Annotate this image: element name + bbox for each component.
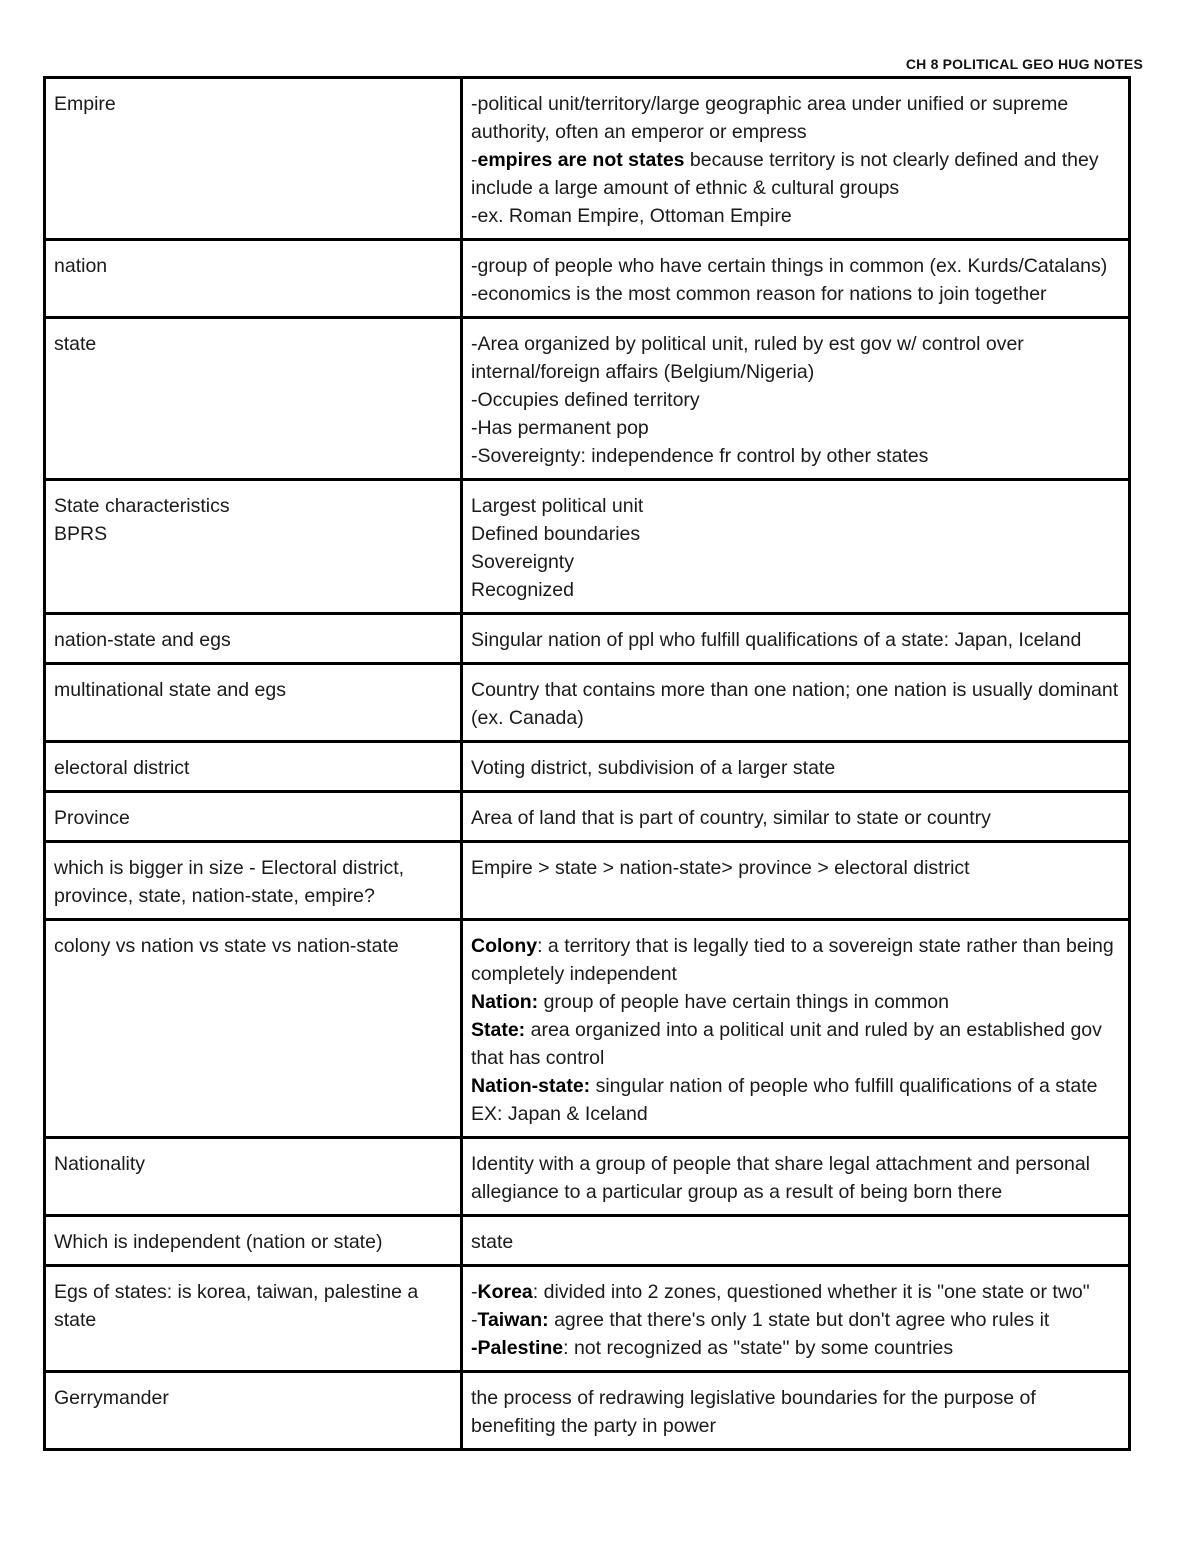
definition-line: Nation: group of people have certain things in common: [471, 991, 949, 1013]
definition-cell: [462, 1138, 1130, 1216]
table-row: [45, 318, 1130, 480]
term-cell: [45, 318, 462, 480]
definition-line: Singular nation of ppl who fulfill qualifications of a state: Japan, Iceland: [471, 629, 1082, 651]
term-text: state: [54, 333, 97, 355]
table-row: [45, 240, 1130, 318]
term-cell: [45, 742, 462, 792]
definition-cell: [462, 1216, 1130, 1266]
term-text: Egs of states: is korea, taiwan, palestine a state: [54, 1281, 419, 1331]
definition-line: Largest political unit: [471, 495, 644, 517]
table-row: [45, 792, 1130, 842]
definition-cell: [462, 78, 1130, 240]
definition-line: Identity with a group of people that share legal attachment and personal allegiance to a particular group as a result of being born there: [471, 1153, 1090, 1203]
term-cell: [45, 480, 462, 614]
term-text: nation-state and egs: [54, 629, 231, 651]
term-text: Nationality: [54, 1153, 146, 1175]
definition-line: Nation-state: singular nation of people who fulfill qualifications of a state EX: Japan & Iceland: [471, 1075, 1098, 1125]
definition-emphasis: Taiwan:: [477, 1309, 549, 1331]
table-row: [45, 1266, 1130, 1372]
notes-table-body: [45, 78, 1130, 1450]
table-row: [45, 664, 1130, 742]
definition-line: Country that contains more than one nation; one nation is usually dominant (ex. Canada): [471, 679, 1119, 729]
definition-emphasis: Korea: [477, 1281, 533, 1303]
term-cell: [45, 1216, 462, 1266]
term-cell: [45, 842, 462, 920]
term-text: which is bigger in size - Electoral district, province, state, nation-state, empire?: [54, 857, 405, 907]
definition-line: -Taiwan: agree that there's only 1 state but don't agree who rules it: [471, 1309, 1050, 1331]
definition-cell: [462, 1372, 1130, 1450]
definition-line: state: [471, 1231, 514, 1253]
definition-line: Recognized: [471, 579, 574, 601]
definition-line: Sovereignty: [471, 551, 574, 573]
table-row: [45, 920, 1130, 1138]
definition-line: Voting district, subdivision of a larger state: [471, 757, 836, 779]
term-cell: [45, 614, 462, 664]
document-header: CH 8 POLITICAL GEO HUG NOTES: [905, 56, 1143, 72]
definition-line: the process of redrawing legislative boundaries for the purpose of benefiting the party in power: [471, 1387, 1036, 1437]
term-cell: [45, 792, 462, 842]
term-cell: [45, 1138, 462, 1216]
definition-cell: [462, 318, 1130, 480]
term-text: electoral district: [54, 757, 190, 779]
definition-line: -economics is the most common reason for nations to join together: [471, 283, 1047, 305]
definition-line: -ex. Roman Empire, Ottoman Empire: [471, 205, 792, 227]
definition-line: -Occupies defined territory: [471, 389, 700, 411]
term-cell: [45, 240, 462, 318]
term-text: colony vs nation vs state vs nation-state: [54, 935, 399, 957]
definition-line: -empires are not states because territory is not clearly defined and they include a large amount of ethnic & cultural groups: [471, 149, 1099, 199]
definition-emphasis: -Palestine: [471, 1337, 564, 1359]
definition-line: -political unit/territory/large geographic area under unified or supreme authority, often an emperor or empress: [471, 93, 1069, 143]
term-cell: [45, 664, 462, 742]
definition-cell: [462, 614, 1130, 664]
definition-cell: [462, 240, 1130, 318]
table-row: [45, 78, 1130, 240]
definition-line: -Sovereignty: independence fr control by other states: [471, 445, 929, 467]
term-text: Province: [54, 807, 130, 829]
definition-emphasis: State:: [471, 1019, 526, 1041]
term-text: Gerrymander: [54, 1387, 169, 1409]
term-text: State characteristics: [54, 495, 230, 517]
definition-line: -group of people who have certain things in common (ex. Kurds/Catalans): [471, 255, 1108, 277]
definition-emphasis: empires are not states: [477, 149, 685, 171]
definition-line: State: area organized into a political unit and ruled by an established gov that has control: [471, 1019, 1102, 1069]
table-row: [45, 614, 1130, 664]
definition-cell: [462, 842, 1130, 920]
definition-cell: [462, 480, 1130, 614]
table-row: [45, 1216, 1130, 1266]
table-row: [45, 742, 1130, 792]
definition-line: Empire > state > nation-state> province > electoral district: [471, 857, 970, 879]
definition-line: -Area organized by political unit, ruled by est gov w/ control over internal/foreign affairs (Belgium/Nigeria): [471, 333, 1024, 383]
term-cell: [45, 920, 462, 1138]
term-text: nation: [54, 255, 108, 277]
term-text: multinational state and egs: [54, 679, 286, 701]
definition-cell: [462, 792, 1130, 842]
definition-cell: [462, 1266, 1130, 1372]
definition-line: Defined boundaries: [471, 523, 641, 545]
notes-table: [43, 76, 1131, 1451]
table-row: [45, 480, 1130, 614]
term-text: Which is independent (nation or state): [54, 1231, 383, 1253]
definition-line: Colony: a territory that is legally tied to a sovereign state rather than being completely independent: [471, 935, 1114, 985]
table-row: [45, 842, 1130, 920]
definition-line: -Has permanent pop: [471, 417, 649, 439]
definition-cell: [462, 664, 1130, 742]
definition-cell: [462, 742, 1130, 792]
term-cell: [45, 1266, 462, 1372]
term-text: Empire: [54, 93, 116, 115]
table-row: [45, 1372, 1130, 1450]
definition-line: Area of land that is part of country, similar to state or country: [471, 807, 991, 829]
definition-emphasis: Colony: [471, 935, 538, 957]
definition-emphasis: Nation:: [471, 991, 539, 1013]
definition-emphasis: Nation-state:: [471, 1075, 591, 1097]
table-row: [45, 1138, 1130, 1216]
definition-line: -Korea: divided into 2 zones, questioned whether it is "one state or two": [471, 1281, 1090, 1303]
definition-cell: [462, 920, 1130, 1138]
term-cell: [45, 1372, 462, 1450]
term-cell: [45, 78, 462, 240]
definition-line: -Palestine: not recognized as "state" by some countries: [471, 1337, 954, 1359]
term-text: BPRS: [54, 523, 108, 545]
